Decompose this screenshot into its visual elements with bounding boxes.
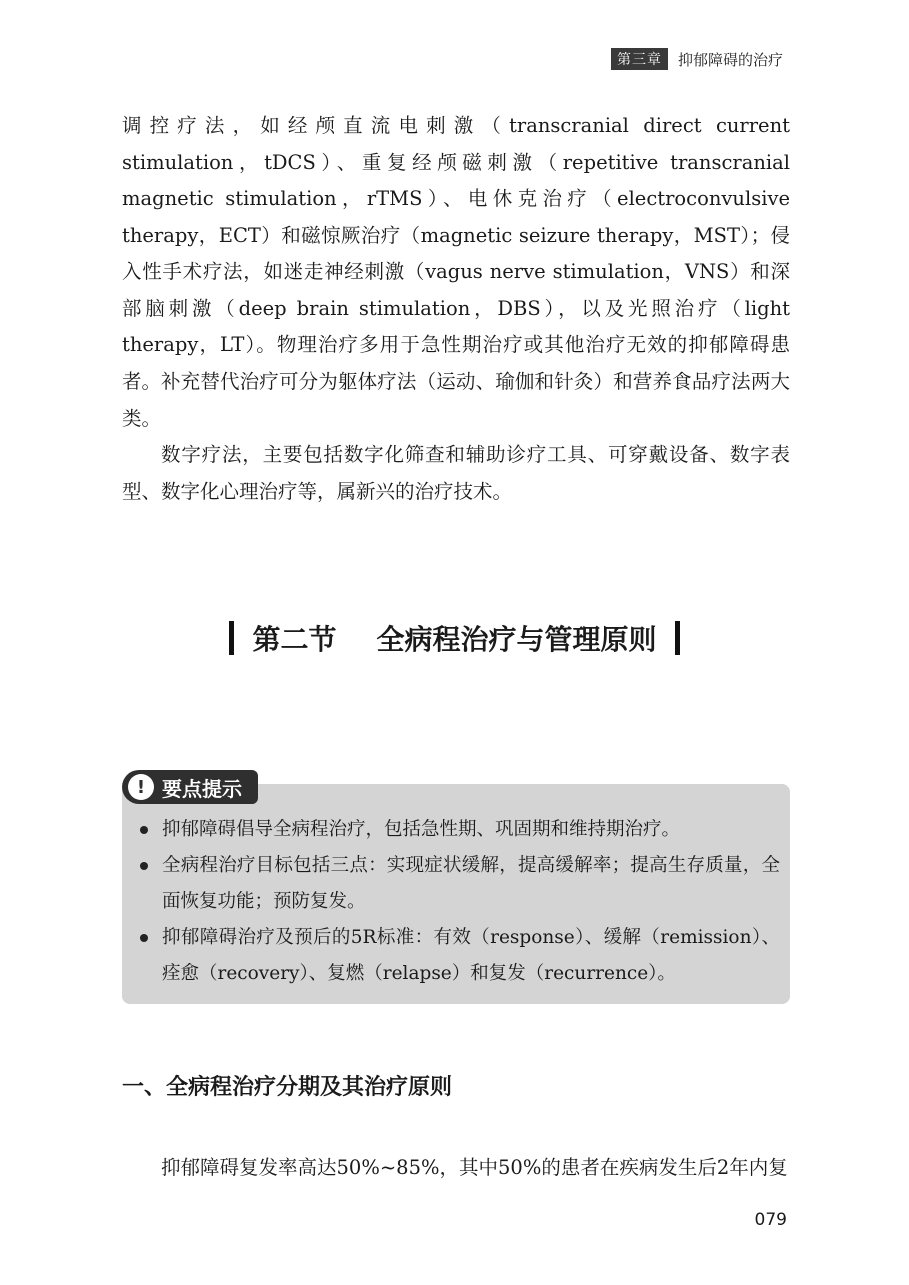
- heading-bar-left: [229, 621, 234, 655]
- keypoints-list: [136, 812, 780, 992]
- keypoint-item: 抑郁障碍倡导全病程治疗，包括急性期、巩固期和维持期治疗。: [136, 812, 780, 848]
- heading-bar-right: [675, 621, 680, 655]
- running-header: [611, 48, 783, 70]
- keypoints-label-text: 要点提示: [162, 776, 242, 801]
- paragraph-physical-therapy: 调控疗法，如经颅直流电刺激（transcranial direct current stimulation，tDCS）、重复经颅磁刺激（repetitive transcranial magnetic stimulation，rTMS）、电休克治疗（electroconvulsive therapy，ECT）和磁惊厥治疗（magnetic seizure therapy，MST）；侵入性手术疗法，如迷走神经刺激（vagus nerve stimulation，VNS）和深部脑刺激（deep brain stimulation，DBS），以及光照治疗（light therapy，LT）。物理治疗多用于急性期治疗或其他治疗无效的抑郁障碍患者。: [122, 114, 790, 393]
- paragraph-digital-therapy: 数字疗法，主要包括数字化筛查和辅助诊疗工具、可穿戴设备、数字表型、数字化心理治疗等，属新兴的治疗技术。: [122, 443, 790, 503]
- page-number: 079: [754, 1210, 787, 1230]
- keypoint-item: 抑郁障碍治疗及预后的5R标准：有效（response）、缓解（remission）、痊愈（recovery）、复燃（relapse）和复发（recurrence）。: [136, 920, 780, 992]
- chapter-title: 抑郁障碍的治疗: [677, 50, 783, 69]
- paragraph-complementary-therapy: 补充替代治疗可分为躯体疗法（运动、瑜伽和针灸）和营养食品疗法两大类。: [122, 370, 790, 430]
- keypoint-item: 全病程治疗目标包括三点：实现症状缓解，提高缓解率；提高生存质量，全面恢复功能；预防复发。: [136, 848, 780, 920]
- section-title: 全病程治疗与管理原则: [376, 623, 657, 656]
- chapter-tag: 第三章: [611, 48, 668, 70]
- subheading: 一、全病程治疗分期及其治疗原则: [122, 1075, 453, 1100]
- section-heading: [0, 618, 909, 658]
- paragraph-relapse-rate: 抑郁障碍复发率高达50%~85%，其中50%的患者在疾病发生后2年内复: [161, 1156, 788, 1179]
- keypoints-label: [122, 770, 258, 804]
- section-number: 第二节: [252, 623, 337, 656]
- exclamation-icon: !: [128, 774, 154, 800]
